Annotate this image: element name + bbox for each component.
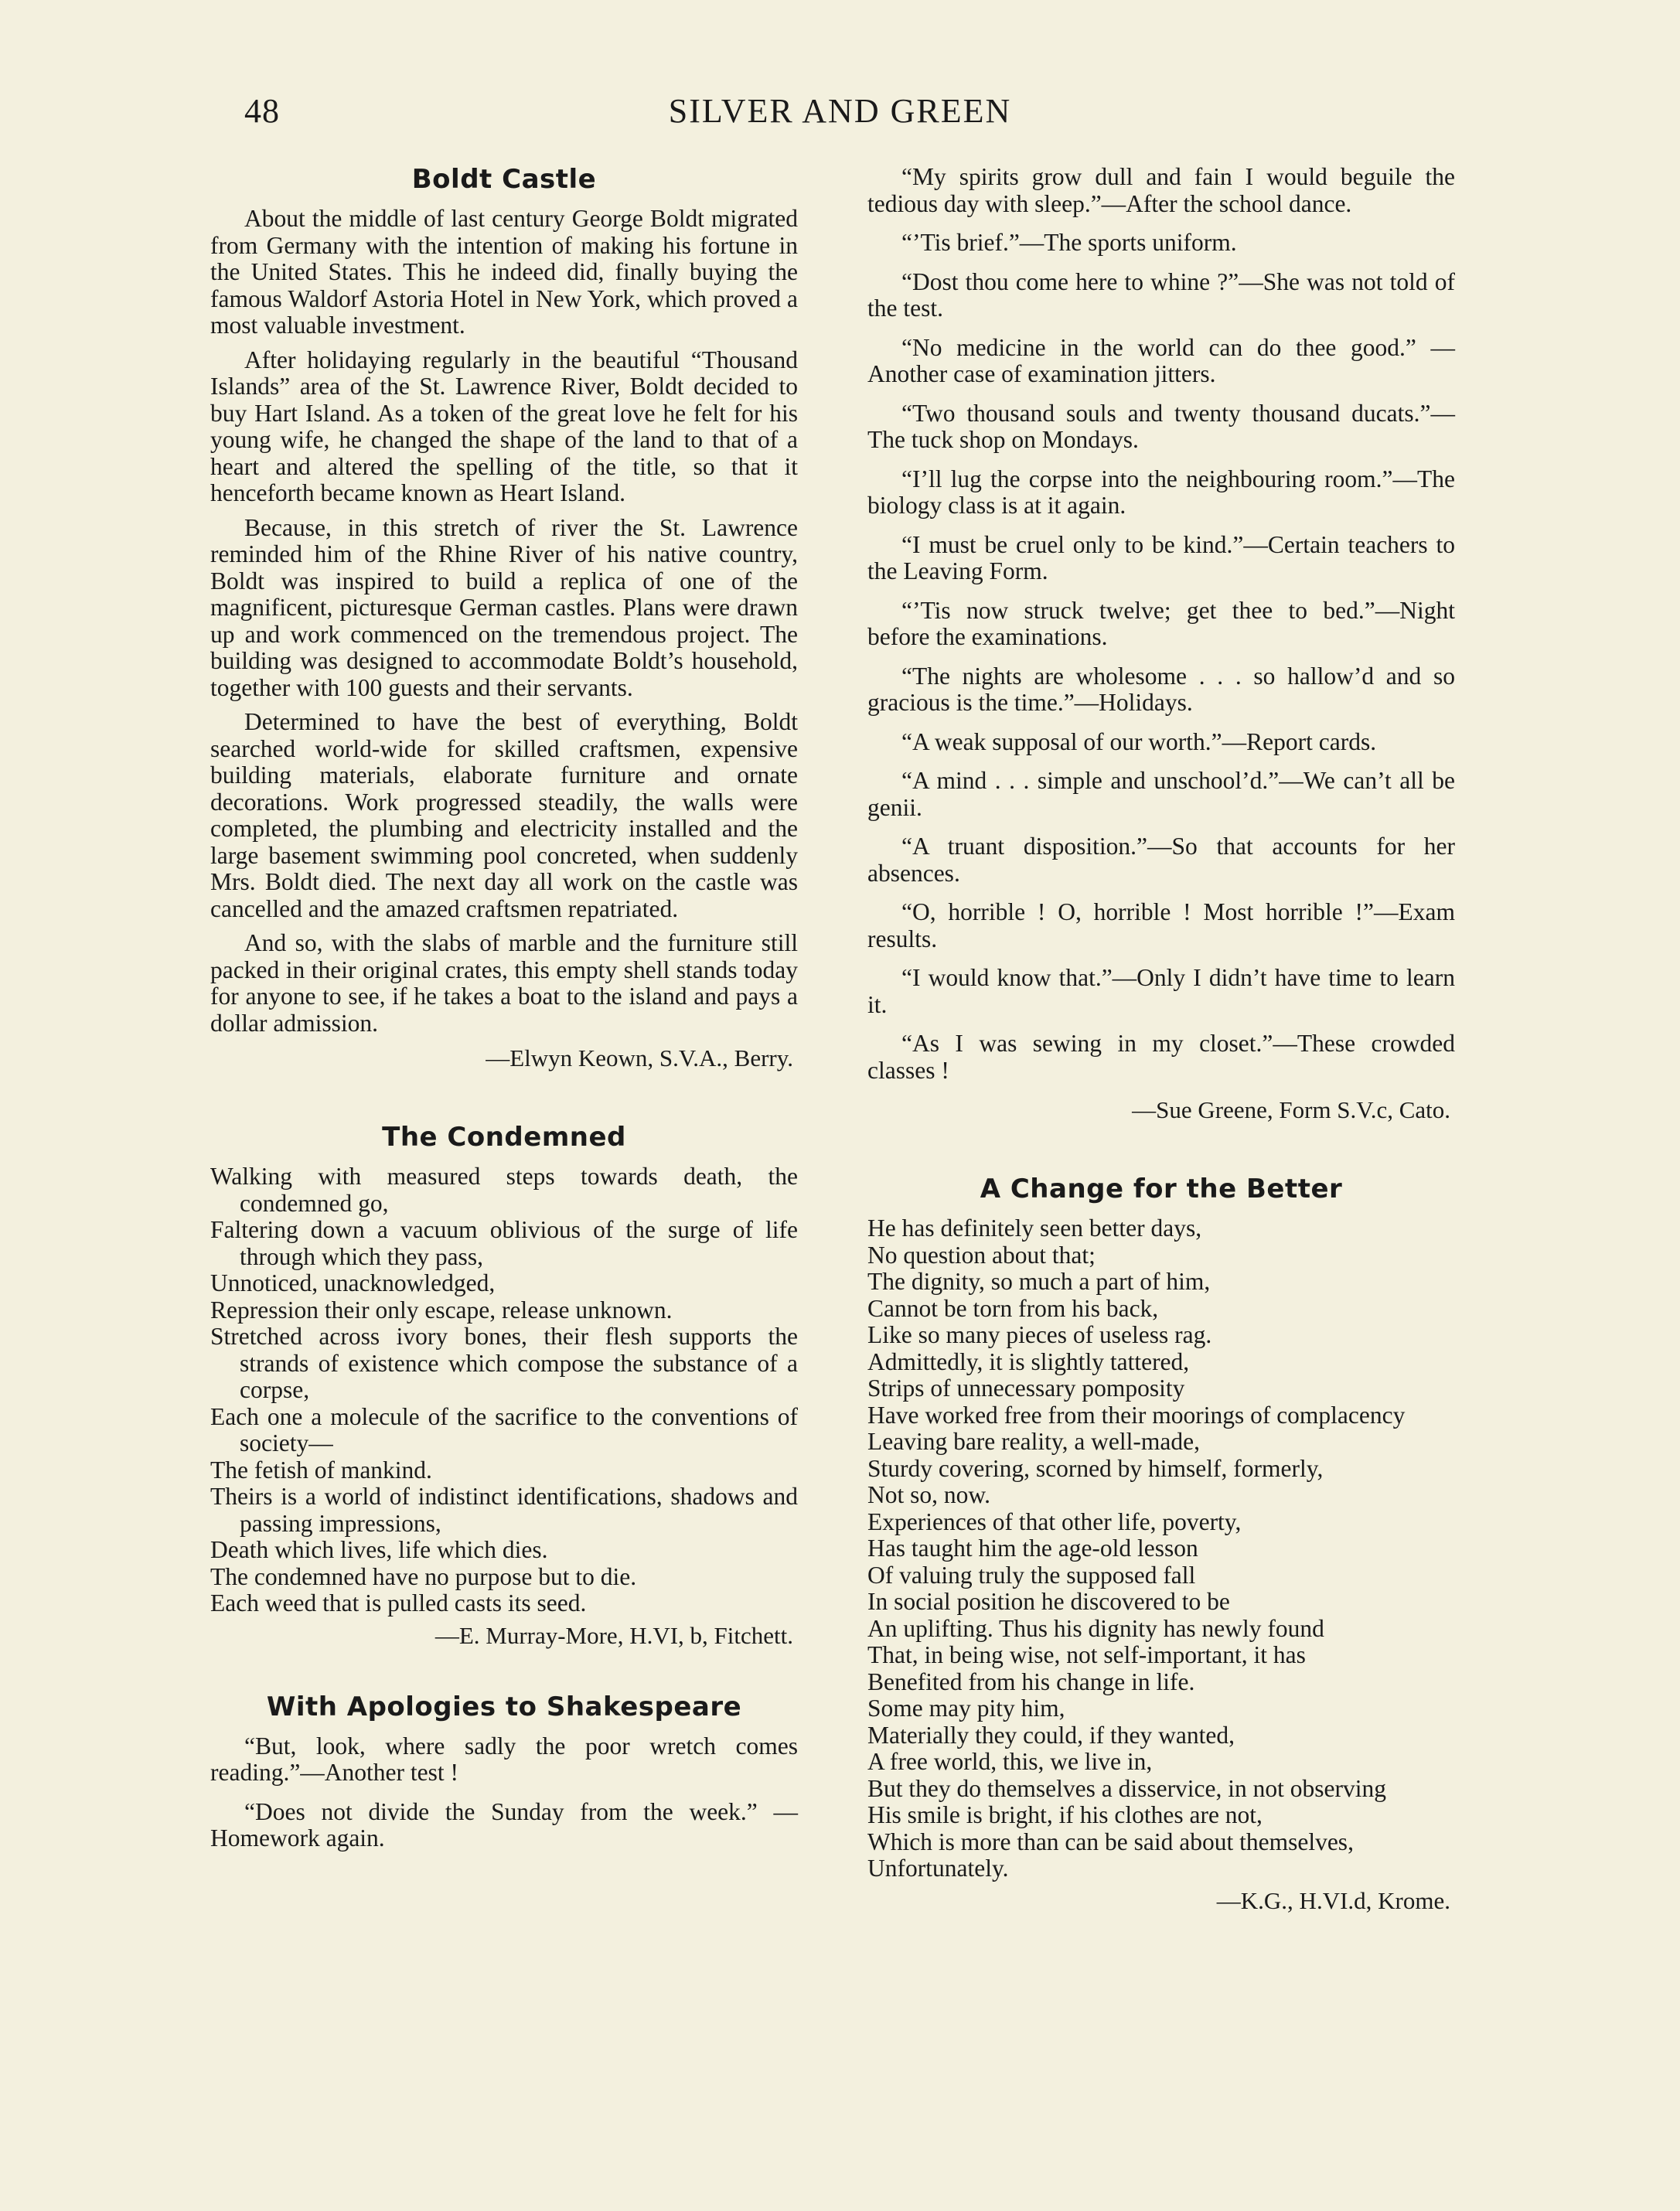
poem-line: Repression their only escape, release unknown. <box>210 1296 673 1324</box>
poem-change-for-the-better <box>867 1174 1455 1915</box>
poem-line: Death which lives, life which dies. <box>210 1536 548 1563</box>
page-number: 48 <box>244 92 280 130</box>
poem-body <box>867 1215 1455 1882</box>
article-body <box>210 206 798 1037</box>
poem-line: Materially they could, if they wanted, <box>867 1721 1235 1749</box>
poem-line: An uplifting. Thus his dignity has newly found <box>867 1614 1324 1642</box>
poem-line: In social position he discovered to be <box>867 1588 1230 1615</box>
poem-title: A Change for the Better <box>980 1174 1343 1204</box>
poem-line: Stretched across ivory bones, their flesh supports the strands of existence which compose the substance of a corpse, <box>210 1323 798 1403</box>
apologies-continued <box>867 164 1455 1124</box>
poem-line: Faltering down a vacuum oblivious of the surge of life through which they pass, <box>210 1216 798 1270</box>
quote-item: “O, horrible ! O, horrible ! Most horrible !”—Exam results. <box>867 898 1455 952</box>
author-byline: —K.G., H.VI.d, Krome. <box>1216 1886 1450 1914</box>
poem-line: Admittedly, it is slightly tattered, <box>867 1347 1190 1375</box>
quote-item: “A mind . . . simple and unschool’d.”—We can’t all be genii. <box>867 767 1455 821</box>
poem-line: Cannot be torn from his back, <box>867 1294 1159 1322</box>
poem-line: Not so, now. <box>867 1481 990 1508</box>
poem-line: Each one a molecule of the sacrifice to the conventions of society— <box>210 1402 798 1456</box>
quote-item: “A truant disposition.”—So that accounts for her absences. <box>867 833 1455 887</box>
quote-item: “A weak supposal of our worth.”—Report cards. <box>901 727 1377 755</box>
poem-line: Has taught him the age-old lesson <box>867 1535 1198 1562</box>
quote-item: “No medicine in the world can do thee good.” —Another case of examination jitters. <box>867 333 1455 387</box>
quote-item: “My spirits grow dull and fain I would beguile the tedious day with sleep.”—After the school dance. <box>867 163 1455 217</box>
poem-the-condemned <box>210 1122 798 1650</box>
poem-line: Some may pity him, <box>867 1695 1065 1722</box>
poem-line: Strips of unnecessary pomposity <box>867 1375 1185 1402</box>
poem-line: Leaving bare reality, a well-made, <box>867 1428 1200 1455</box>
poem-line: Benefited from his change in life. <box>867 1668 1195 1695</box>
quotes-list <box>210 1733 798 1852</box>
poem-line: The fetish of mankind. <box>210 1456 432 1484</box>
poem-line: Which is more than can be said about themselves, <box>867 1828 1354 1855</box>
poem-line: Experiences of that other life, poverty, <box>867 1508 1242 1535</box>
poem-line: But they do themselves a disservice, in not observing <box>867 1774 1387 1802</box>
poem-title: The Condemned <box>382 1122 626 1153</box>
paragraph: After holidaying regularly in the beautiful “Thousand Islands” area of the St. Lawrence River, Boldt decided to buy Hart Island. As a token of the great love he felt for his young wife, he changed the shape of the land to that of a heart and altered the spelling of the title, so that it henceforth became known as Heart Island. <box>210 346 798 506</box>
poem-line: That, in being wise, not self-important, it has <box>867 1641 1306 1668</box>
poem-line: Unfortunately. <box>867 1855 1009 1882</box>
quote-item: “As I was sewing in my closet.”—These crowded classes ! <box>867 1030 1455 1084</box>
poem-line: Of valuing truly the supposed fall <box>867 1561 1196 1589</box>
poem-line: He has definitely seen better days, <box>867 1215 1202 1242</box>
quotes-list <box>867 164 1455 1084</box>
poem-line: The condemned have no purpose but to die. <box>210 1562 637 1590</box>
quote-item: “The nights are wholesome . . . so hallow’d and so gracious is the time.”—Holidays. <box>867 662 1455 716</box>
right-column <box>867 164 1455 1915</box>
poem-line: Sturdy covering, scorned by himself, formerly, <box>867 1454 1324 1482</box>
author-byline: —Elwyn Keown, S.V.A., Berry. <box>486 1044 793 1071</box>
poem-line: His smile is bright, if his clothes are not, <box>867 1801 1263 1828</box>
poem-line: Each weed that is pulled casts its seed. <box>210 1589 587 1617</box>
poem-line: Theirs is a world of indistinct identifications, shadows and passing impressions, <box>210 1483 798 1537</box>
paragraph: And so, with the slabs of marble and the furniture still packed in their original crates, this empty shell stands today for anyone to see, if he takes a boat to the island and pays a dollar admission. <box>210 929 798 1037</box>
paragraph: Because, in this stretch of river the St. Lawrence reminded him of the Rhine River of his native country, Boldt was inspired to build a replica of one of the magnificent, picturesque German castles. Plans were drawn up and work commenced on the tremendous project. The building was designed to accommodate Boldt’s household, together with 100 guests and their servants. <box>210 513 798 701</box>
running-title: SILVER AND GREEN <box>668 92 1012 130</box>
poem-line: Walking with measured steps towards death, the condemned go, <box>210 1163 798 1217</box>
article-apologies-shakespeare <box>210 1691 798 1852</box>
poem-line: Unnoticed, unacknowledged, <box>210 1269 496 1296</box>
article-title: With Apologies to Shakespeare <box>266 1691 742 1722</box>
quote-item: “Two thousand souls and twenty thousand ducats.”—The tuck shop on Mondays. <box>867 399 1455 453</box>
author-byline: —Sue Greene, Form S.V.c, Cato. <box>1132 1096 1450 1123</box>
quote-item: “Dost thou come here to whine ?”—She was not told of the test. <box>867 267 1455 322</box>
poem-line: The dignity, so much a part of him, <box>867 1268 1211 1295</box>
article-boldt-castle <box>210 164 798 1072</box>
poem-body <box>210 1163 798 1617</box>
paragraph: Determined to have the best of everything, Boldt searched world-wide for skilled craftsmen, expensive building materials, elaborate furniture and ornate decorations. Work progressed steadily, the walls were completed, the plumbing and electricity installed and the large basement swimming pool concreted, when suddenly Mrs. Boldt died. The next day all work on the castle was cancelled and the amazed craftsmen repatriated. <box>210 708 798 922</box>
quote-item: “But, look, where sadly the poor wretch comes reading.”—Another test ! <box>210 1732 798 1786</box>
left-column <box>210 164 798 1865</box>
quote-item: “I would know that.”—Only I didn’t have time to learn it. <box>867 964 1455 1018</box>
quote-item: “I must be cruel only to be kind.”—Certain teachers to the Leaving Form. <box>867 530 1455 584</box>
quote-item: “’Tis now struck twelve; get thee to bed.”—Night before the examinations. <box>867 596 1455 650</box>
poem-line: No question about that; <box>867 1241 1096 1269</box>
quote-item: “’Tis brief.”—The sports uniform. <box>901 229 1237 256</box>
poem-line: Have worked free from their moorings of complacency <box>867 1401 1406 1429</box>
poem-line: A free world, this, we live in, <box>867 1748 1153 1775</box>
paragraph: About the middle of last century George Boldt migrated from Germany with the intention of making his fortune in the United States. This he indeed did, finally buying the famous Waldorf Astoria Hotel in New York, which proved a most valuable investment. <box>210 205 798 339</box>
poem-line: Like so many pieces of useless rag. <box>867 1321 1212 1348</box>
author-byline: —E. Murray-More, H.VI, b, Fitchett. <box>434 1621 793 1649</box>
quote-item: “Does not divide the Sunday from the week.” —Homework again. <box>210 1797 798 1852</box>
article-title: Boldt Castle <box>411 164 597 195</box>
quote-item: “I’ll lug the corpse into the neighbouring room.”—The biology class is at it again. <box>867 465 1455 519</box>
